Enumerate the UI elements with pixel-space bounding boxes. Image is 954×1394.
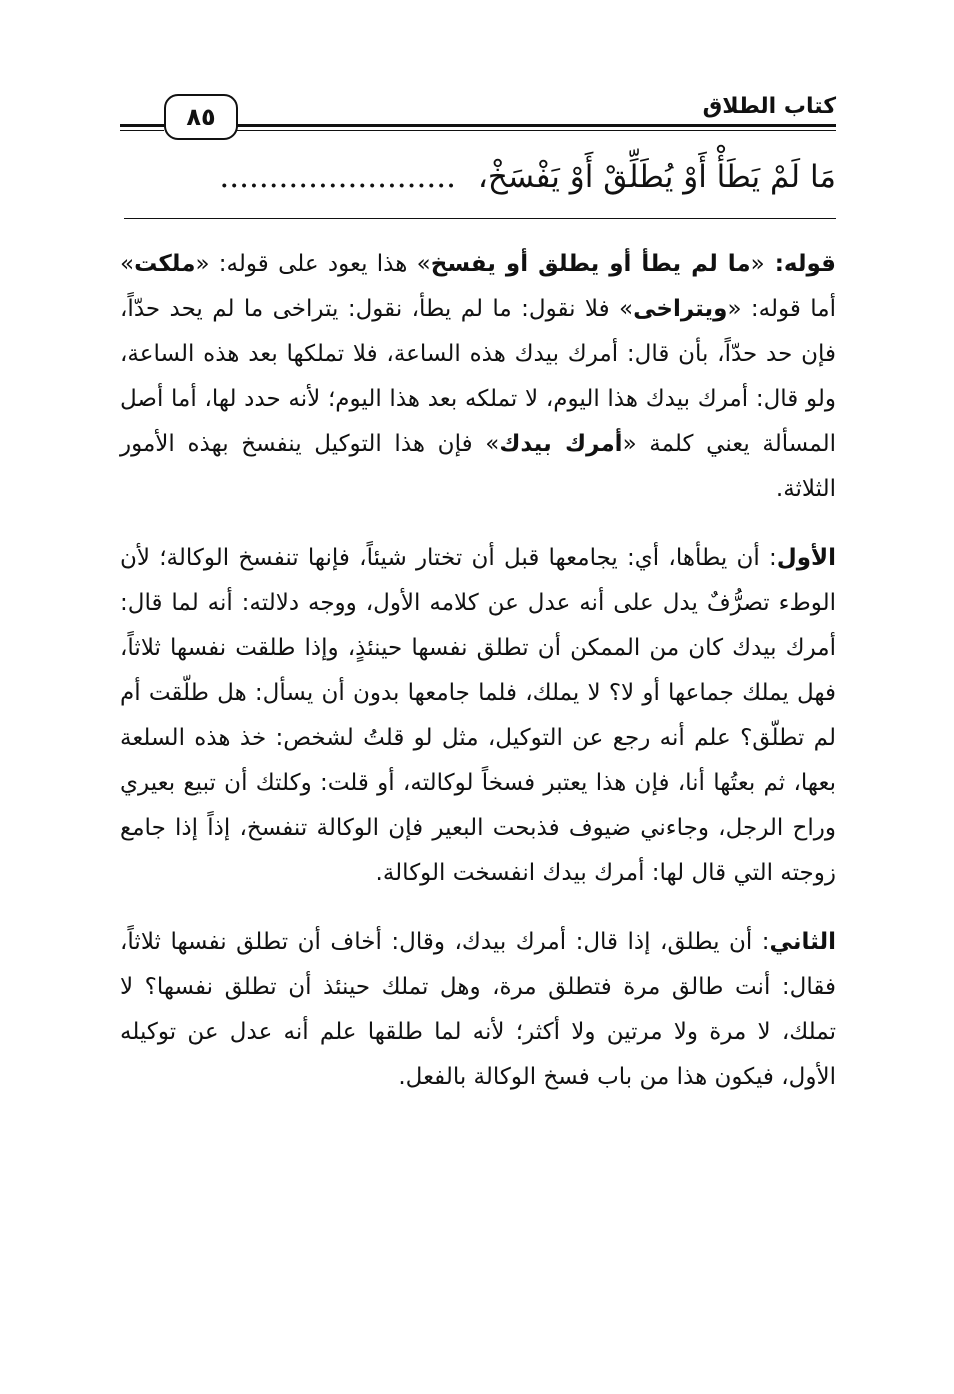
paragraph-second [120, 920, 836, 1100]
bold-phrase: ما لم يطأ أو يطلق أو يفسخ [430, 251, 751, 277]
header-rule-thick [235, 124, 836, 127]
page-header [120, 88, 836, 148]
bold-phrase: ملكت [134, 251, 196, 277]
matn-text: مَا لَمْ يَطَأْ أَوْ يُطَلِّقْ أَوْ يَفْسَخْ، [477, 159, 836, 195]
header-rule-left-thin [120, 130, 164, 131]
paragraph-qawluh [120, 242, 836, 512]
text-run: » فإن هذا التوكيل ينفسخ بهذه الأمور الثلاثة. [120, 431, 836, 502]
bold-phrase: الأول [776, 545, 836, 571]
text-run: » أما قوله: « [120, 251, 836, 322]
text-run: : أن يطأها، أي: يجامعها قبل أن تختار شيئاً، فإنها تنفسخ الوكالة؛ لأن الوطء تصرُّفٌ يدل على أنه عدل عن كلامه الأول، ووجه دلالته: أنه لما قال: أمرك بيدك كان من الممكن أن تطلق نفسها حينئذٍ، وإذا طلقت نفسها ثلاثاً، فهل يملك جماعها أو لا؟ لا يملك، فلما جامعها بدون أن يسأل: هل طلّقت أم لم تطلّق؟ علم أنه رجع عن التوكيل، مثل لو قلتُ لشخص: خذ هذه السلعة بعها، ثم بعتُها أنا، فإن هذا يعتبر فسخاً لوكالته، أو قلت: وكلتك أن تبيع بعيري وراح الرجل، وجاءني ضيوف فذبحت البعير فإن الوكالة تنفسخ، إذاً إذا جامع زوجته التي قال لها: أمرك بيدك انفسخت الوكالة. [120, 545, 836, 886]
commentary-text [120, 242, 836, 1124]
text-run: » هذا يعود على قوله: « [195, 251, 431, 277]
running-title: كتاب الطلاق [702, 94, 836, 119]
bold-phrase: الثاني [769, 929, 836, 955]
header-rule-left-thick [120, 124, 164, 127]
bold-phrase: قوله: [764, 251, 836, 277]
page-number: ٨٥ [164, 94, 238, 140]
bold-phrase: أمرك بيدك [499, 431, 623, 457]
matn-line [122, 152, 836, 202]
text-run: » فلا نقول: ما لم يطأ، نقول: يتراخى ما لم يحد حدّاً، فإن حد حدّاً، بأن قال: أمرك بيدك هذه الساعة، فلا تملكها بعد هذه الساعة، ولو قال: أمرك بيدك هذا اليوم، لا تملكه بعد هذا اليوم؛ لأنه حدد لها، أما أصل المسألة يعني كلمة « [120, 296, 836, 457]
header-rule-thin [235, 130, 836, 131]
bold-phrase: ويتراخى [633, 296, 728, 322]
text-run: : أن يطلق، إذا قال: أمرك بيدك، وقال: أخاف أن تطلق نفسها ثلاثاً، فقال: أنت طالق مرة فتطلق مرة، وهل تملك حينئذ أن تطلق نفسها؟ لا تملك، لا مرة ولا مرتين ولا أكثر؛ لأنه لما طلقها علم أنه عدل عن توكيله الأول، فيكون هذا من باب فسخ الوكالة بالفعل. [120, 929, 836, 1090]
matn-dots: ........................ [219, 159, 456, 195]
matn-separator [124, 218, 836, 219]
paragraph-first [120, 536, 836, 896]
text-run: « [750, 251, 765, 277]
